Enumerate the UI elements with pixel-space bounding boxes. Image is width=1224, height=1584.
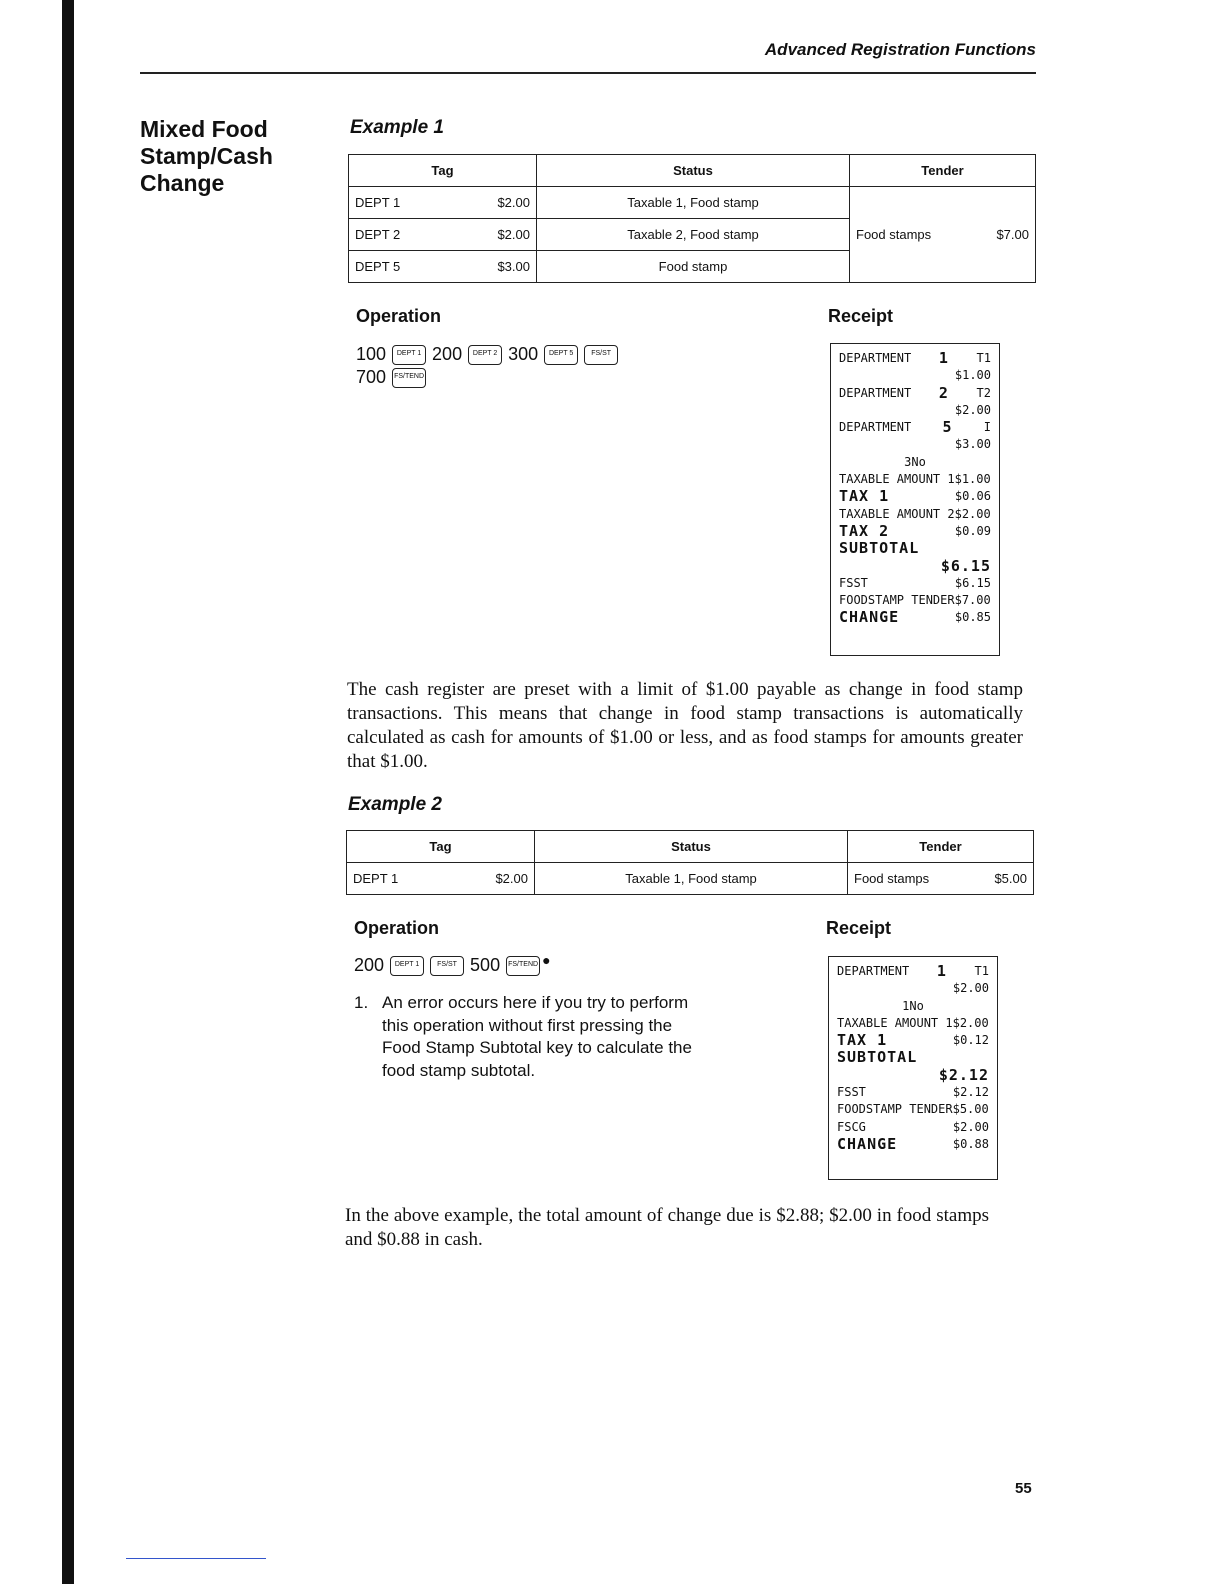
col-tag: Tag (347, 831, 535, 863)
receipt-line (839, 488, 991, 505)
dept-5-key-icon: DEPT 5 (544, 345, 578, 365)
entry-value: 500 (470, 955, 501, 975)
binding-edge (62, 0, 74, 1584)
receipt-line: $3.00 (954, 437, 991, 452)
tag-name: DEPT 1 (355, 195, 401, 210)
receipt-line: FOODSTAMP TENDER$5.00 (837, 1102, 989, 1117)
example-1-title: Example 1 (350, 117, 444, 138)
receipt-line: SUBTOTAL (837, 1048, 918, 1067)
receipt-text: $0.88 (952, 1136, 989, 1151)
receipt-line (839, 350, 991, 367)
receipt-example-1 (830, 343, 1000, 656)
section-title-line: Mixed Food (140, 116, 268, 142)
col-tag: Tag (349, 155, 537, 187)
footnote-marker-icon: ● (542, 951, 551, 968)
receipt-line (839, 609, 991, 626)
receipt-line: TAXABLE AMOUNT 1$2.00 (837, 1015, 989, 1030)
receipt-text: T1 (976, 351, 991, 365)
receipt-line (837, 1136, 989, 1153)
entry-value: 300 (508, 344, 539, 364)
body-paragraph-1: The cash register are preset with a limit of $1.00 payable as change in food stamp transactions. This means that change in food stamp transactions is automatically calculated as cash for amounts of $1.00 or less, and as food stamps for amounts greater that $1.00. (347, 679, 1023, 772)
tag-amount: $2.00 (495, 871, 528, 886)
fs-subtotal-key-icon: FS/ST (430, 956, 464, 976)
receipt-text: CHANGE (839, 608, 900, 627)
table-row (347, 863, 1034, 895)
table-header-row (349, 155, 1036, 187)
header-rule (140, 72, 1036, 74)
receipt-text: 2 (938, 383, 949, 402)
tender-cell (850, 187, 1036, 283)
receipt-line: $2.00 (952, 981, 989, 996)
receipt-line: $2.00 (954, 402, 991, 417)
operation-sequence (354, 951, 551, 976)
body-paragraph-2: In the above example, the total amount of change due is $2.88; $2.00 in food stamps and $0.88 in cash. (345, 1205, 989, 1250)
receipt-text: $0.12 (952, 1033, 989, 1048)
tender-cell (848, 863, 1034, 895)
tender-amount: $5.00 (994, 871, 1027, 886)
running-header: Advanced Registration Functions (764, 40, 1036, 59)
receipt-text: 5 (942, 418, 953, 437)
table-row (349, 187, 1036, 219)
receipt-line: $2.12 (938, 1065, 989, 1084)
receipt-line (839, 385, 991, 402)
receipt-line: 3No (904, 454, 926, 469)
section-title-line: Stamp/Cash (140, 143, 273, 169)
receipt-line (837, 1032, 989, 1049)
status-cell: Taxable 2, Food stamp (537, 219, 850, 251)
tag-cell (349, 251, 537, 283)
fs-tender-key-icon: FS/TEND (506, 956, 540, 976)
example-1-table (348, 154, 1036, 283)
receipt-text: TAX 1 (839, 487, 890, 506)
receipt-line (837, 1119, 989, 1136)
receipt-text: $2.12 (952, 1085, 989, 1100)
tag-cell (349, 187, 537, 219)
fs-subtotal-key-icon: FS/ST (584, 345, 618, 365)
receipt-line (837, 963, 989, 980)
receipt-text: DEPARTMENT (839, 385, 912, 400)
tag-name: DEPT 5 (355, 259, 401, 274)
example-2-title: Example 2 (348, 794, 442, 815)
footnote-number: 1. (354, 993, 369, 1012)
tag-name: DEPT 1 (353, 871, 399, 886)
receipt-text: 1 (936, 962, 947, 980)
tag-amount: $2.00 (497, 227, 530, 242)
receipt-line: $6.15 (940, 556, 991, 575)
dept-1-key-icon: DEPT 1 (392, 345, 426, 365)
footnote (354, 992, 706, 1082)
receipt-text: $0.09 (954, 523, 991, 538)
tag-name: DEPT 2 (355, 227, 401, 242)
tag-amount: $2.00 (497, 195, 530, 210)
receipt-line: TAXABLE AMOUNT 1$1.00 (839, 472, 991, 487)
tender-amount: $7.00 (996, 227, 1029, 242)
dept-2-key-icon: DEPT 2 (468, 345, 502, 365)
operation-heading: Operation (356, 306, 442, 326)
receipt-text: FSST (837, 1085, 866, 1100)
receipt-text: DEPARTMENT (839, 351, 912, 365)
section-title-line: Change (140, 170, 225, 196)
col-status: Status (535, 831, 848, 863)
tag-cell (347, 863, 535, 895)
footer-rule (126, 1558, 266, 1559)
operation-sequence-line-2 (356, 367, 426, 388)
section-title (140, 116, 310, 197)
page-number: 55 (1015, 1480, 1032, 1497)
receipt-text: DEPARTMENT (839, 420, 912, 435)
receipt-text: DEPARTMENT (837, 964, 910, 978)
entry-value: 100 (356, 344, 387, 364)
receipt-text: $0.85 (954, 610, 991, 625)
receipt-text: T1 (974, 964, 989, 978)
entry-value: 200 (432, 344, 463, 364)
entry-value: 700 (356, 367, 387, 387)
col-tender: Tender (850, 155, 1036, 187)
receipt-text: FSCG (837, 1119, 866, 1134)
receipt-heading: Receipt (826, 918, 892, 938)
status-cell: Taxable 1, Food stamp (535, 863, 848, 895)
status-cell: Food stamp (537, 251, 850, 283)
tag-cell (349, 219, 537, 251)
receipt-text: $2.00 (952, 1119, 989, 1134)
tag-amount: $3.00 (497, 259, 530, 274)
receipt-text: FSST (839, 575, 868, 590)
receipt-line: TAXABLE AMOUNT 2$2.00 (839, 506, 991, 521)
receipt-text: TAX 2 (839, 521, 890, 540)
operation-heading: Operation (354, 918, 440, 938)
receipt-text: 1 (938, 349, 949, 367)
dept-1-key-icon: DEPT 1 (390, 956, 424, 976)
example-2-table (346, 830, 1034, 895)
operation-sequence-line-1 (356, 344, 618, 365)
col-tender: Tender (848, 831, 1034, 863)
receipt-line: SUBTOTAL (839, 539, 920, 558)
receipt-line: 1No (902, 998, 924, 1013)
receipt-text: T2 (976, 385, 991, 400)
receipt-text: $0.06 (954, 489, 991, 504)
col-status: Status (537, 155, 850, 187)
tender-label: Food stamps (856, 227, 932, 242)
status-cell: Taxable 1, Food stamp (537, 187, 850, 219)
tender-label: Food stamps (854, 871, 930, 886)
receipt-text: CHANGE (837, 1134, 898, 1153)
receipt-line (839, 575, 991, 592)
receipt-line: $1.00 (954, 368, 991, 383)
fs-tender-key-icon: FS/TEND (392, 368, 426, 388)
receipt-line (837, 1084, 989, 1101)
receipt-text: I (983, 420, 991, 435)
table-header-row (347, 831, 1034, 863)
receipt-line (839, 523, 991, 540)
entry-value: 200 (354, 955, 385, 975)
receipt-text: $6.15 (954, 575, 991, 590)
receipt-text: TAX 1 (837, 1031, 888, 1050)
receipt-line: FOODSTAMP TENDER$7.00 (839, 593, 991, 608)
receipt-line (839, 419, 991, 436)
footnote-text: An error occurs here if you try to perform this operation without first pressing the Food Stamp Subtotal key to calculate the food stamp subtotal. (382, 993, 692, 1080)
receipt-example-2 (828, 956, 998, 1180)
receipt-heading: Receipt (828, 306, 894, 326)
